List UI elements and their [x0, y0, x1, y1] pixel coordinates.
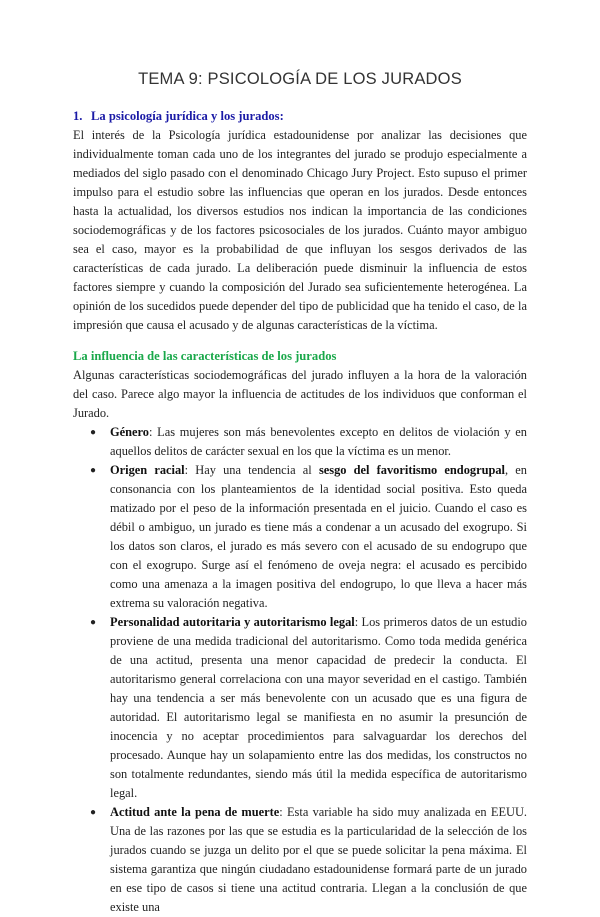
section-heading-text: La psicología jurídica y los jurados:	[91, 109, 284, 123]
list-item-term: Actitud ante la pena de muerte	[110, 805, 280, 819]
list-item-text: : Las mujeres son más benevolentes excepto en delitos de violación y en aquellos delitos de carácter sexual en los que la víctima es un menor.	[110, 425, 527, 458]
characteristics-list	[73, 423, 527, 917]
bullet-icon: ●	[90, 465, 97, 476]
subsection-heading: La influencia de las características de los jurados	[73, 349, 337, 363]
list-item-authoritarian	[73, 613, 527, 803]
section-number: 1.	[73, 109, 83, 123]
list-item-term: Género	[110, 425, 149, 439]
list-item-text: : Esta variable ha sido muy analizada en EEUU. Una de las razones por las que se estudia es la particularidad de la selección de los jurados cuando se juzga un delito por el que se puede solicitar la pena máxima. El sistema garantiza que ningún ciudadano estadounidense formará parte de un jurado en ese tipo de casos si tiene una actitud contraria. Llegan a la conclusión de que existe una	[110, 805, 528, 914]
bullet-icon: ●	[90, 617, 97, 628]
subsection-intro: Algunas características sociodemográficas del jurado influyen a la hora de la valoración del caso. Parece algo mayor la influencia de actitudes de los individuos que conforman el Jurado.	[73, 368, 527, 420]
section-heading-1	[73, 107, 527, 126]
bullet-icon: ●	[90, 807, 97, 818]
list-item-term: Personalidad autoritaria y autoritarismo legal	[110, 615, 355, 629]
page-title: TEMA 9: PSICOLOGÍA DE LOS JURADOS	[138, 70, 462, 88]
list-item-death-penalty	[73, 803, 527, 917]
list-item-term: Origen racial	[110, 463, 185, 477]
list-item-racial-origin	[73, 461, 527, 613]
list-item-text: , en consonancia con los planteamientos de la identidad social positiva. Esto queda matizado por el peso de la información presentada en el juicio. Cuando el caso es débil o ambiguo, un jurado es tiene más a condenar a un acusado del exogrupo. Si los datos son claros, el jurado es más severo con el acusado de su endogrupo que con el exogrupo. Surge así el fenómeno de oveja negra: el acusado es percibido como una amenaza a la imagen positiva del endogrupo, lo que lleva a hacer más extrema su valoración negativa.	[110, 463, 527, 610]
list-item-text: : Los primeros datos de un estudio proviene de una medida tradicional del autoritarismo. Como toda medida genérica de una actitud, presenta una menor capacidad de predecir la conducta. El autoritarismo general correlaciona con una mayor severidad en el castigo. También hay una tendencia a ser más benevolente con un acusado que es una figura de autoridad. El autoritarismo legal se manifiesta en no asumir la presunción de inocencia y no aceptar procedimientos para salvaguardar los derechos del procesado. Aunque hay un solapamiento entre las dos medidas, los constructos no son totalmente redundantes, siendo más útil la medida específica de autoritarismo legal.	[110, 615, 527, 800]
section-paragraph: El interés de la Psicología jurídica estadounidense por analizar las decisiones que individualmente toman cada uno de los integrantes del jurado se produjo especialmente a mediados del siglo pasado con el denominado Chicago Jury Project. Esto supuso el primer impulso para el estudio sobre las influencias que operan en los jurados. Desde entonces hasta la actualidad, los diversos estudios nos indican la importancia de las condiciones sociodemográficas y de los factores psicosociales de los jurados. Cuánto mayor ambiguo sea el caso, mayor es la probabilidad de que influyan los sesgos derivados de las características de cada jurado. La deliberación puede disminuir la influencia de estos factores siempre y cuando la composición del Jurado sea suficientemente heterogénea. La opinión de los sucedidos puede depender del tipo de publicidad que ha tenido el caso, de la impresión que causa el acusado y de algunas características de la víctima.	[73, 128, 527, 332]
document-body	[73, 107, 527, 917]
list-item-gender	[73, 423, 527, 461]
bullet-icon: ●	[90, 427, 97, 438]
list-item-emphasis: sesgo del favoritismo endogrupal	[318, 463, 506, 477]
list-item-text: : Hay una tendencia al	[184, 463, 319, 477]
